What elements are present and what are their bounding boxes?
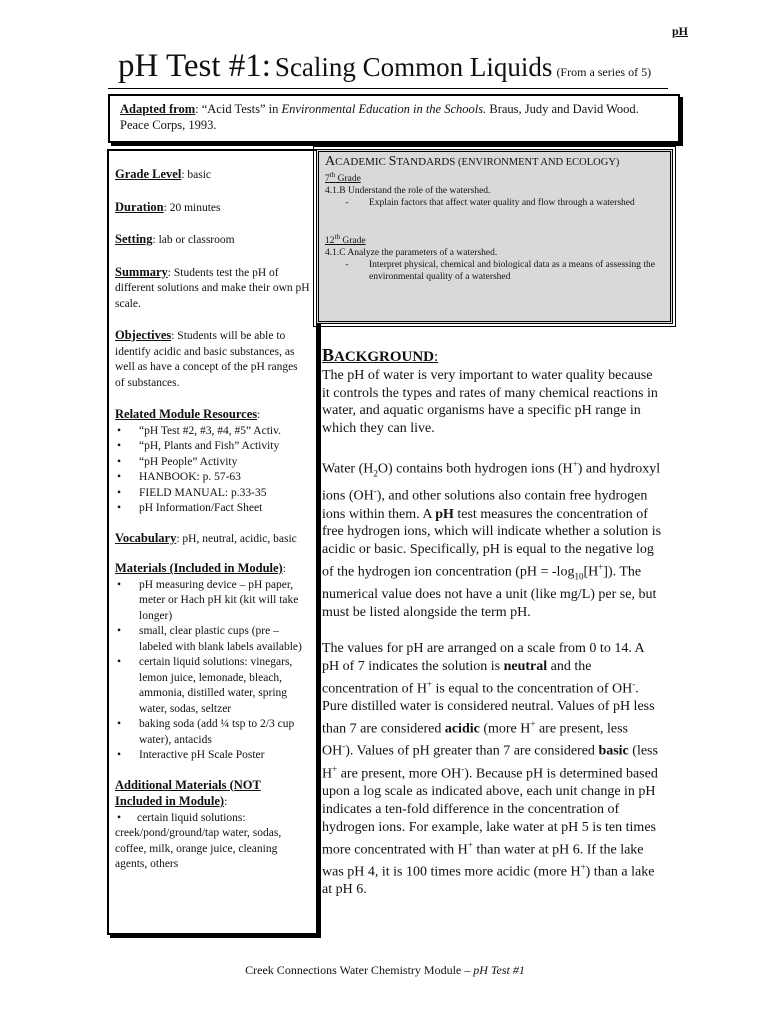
objectives-label: Objectives bbox=[115, 328, 172, 342]
materials-label: Materials (Included in Module) bbox=[115, 561, 283, 575]
background-paragraph-3: The values for pH are arranged on a scale from 0 to 14. A pH of 7 indicates the solution is neutral and the concentration of H+ is equal to the concentration of OH-. Pure distilled water is considered neutral. Values of pH less than 7 are considered acidic (more H+ are present, less OH-). Values of pH greater than 7 are considered basic (less H+ are present, more OH-). Because pH is determined based upon a log scale as indicated above, each unit change in pH indicates a ten-fold difference in the concentration of hydrogen ions. For example, lake water at pH 5 is ten times more concentrated with H+ than water at pH 6. If the lake was pH 4, it is 100 times more acidic (more H+) than a lake at pH 6. bbox=[322, 640, 658, 898]
title-series-note: (From a series of 5) bbox=[556, 65, 652, 79]
adapted-source-title: Environmental Education in the Schools. bbox=[281, 102, 487, 116]
page-footer: Creek Connections Water Chemistry Module – pH Test #1 bbox=[245, 963, 525, 977]
setting-label: Setting bbox=[115, 232, 153, 246]
standards-title: ACADEMIC STANDARDS (ENVIRONMENT AND ECOLOGY) bbox=[325, 154, 620, 169]
grade-level-value: : basic bbox=[181, 169, 212, 181]
adapted-source-authors: Braus, Judy and David Wood. Peace Corps, 1993. bbox=[120, 102, 639, 132]
standard-4-1-c: 4.1.C Analyze the parameters of a watershed. bbox=[325, 248, 498, 259]
title-rule bbox=[108, 88, 668, 89]
setting-value: : lab or classroom bbox=[152, 234, 235, 246]
list-item: • pH measuring device – pH paper, meter or Hach pH kit (kit will take longer) bbox=[115, 578, 310, 625]
resources-list bbox=[115, 424, 310, 517]
lesson-info-sidebar: Grade Level: basic Duration: 20 minutes Setting: lab or classroom Summary: Students test the pH of different solutions and make their own pH scale. Objectives: Students will be able to identify acidic and basic substances, as well as have a concept of the pH ranges of substances. Related Module Resources: • “pH Test #2, #3, #4, #5” Activ. • “pH, Plants and Fish” Activity • “pH People” Activity • HANBOOK: p. 57-63 • FIELD MANUAL: p.33-35 • pH Information/Fact Sheet Vocabulary: pH, neutral, acidic, basic Materials (Included in Module): • pH measuring device – pH paper, meter or Hach pH kit (kit will take longer) • small, clear plastic cups (pre – labeled with blank labels available) • certain liquid solutions: vinegars, lemon juice, lemonade, bleach, ammonia, distilled water, spring water, sodas, seltzer • baking soda (add ¼ tsp to 2/3 cup water), antacids • Interactive pH Scale Poster Additional Materials (NOT Included in Module): • certain liquid solutions: creek/pond/ground/tap water, sodas, coffee, milk, orange juice, cleaning agents, others bbox=[107, 149, 318, 935]
page-corner-label: pH bbox=[671, 24, 688, 38]
background-paragraph-2: Water $(H_2O)$ contains both hydrogen ions (H+) and hydroxyl ions (OH-), and other solutions also contain free hydrogen ions within them. A pH test measures the concentration of free hydrogen ions, which will indicate whether a solution is acidic or basic. Specifically, pH is equal to the negative log of the hydrogen ion concentration $(pH = -\log_{10}[H^+])$. The numerical value does not have a unit (like mg/L) per se, but must be listed alongside the term pH. bbox=[322, 458, 662, 621]
background-heading: BACKGROUND: bbox=[322, 345, 439, 365]
list-item: • small, clear plastic cups (pre – labeled with blank labels available) bbox=[115, 624, 310, 655]
duration-label: Duration bbox=[115, 199, 164, 214]
list-item: • “pH, Plants and Fish” Activity bbox=[115, 439, 310, 455]
list-item: • certain liquid solutions: vinegars, lemon juice, lemonade, bleach, ammonia, distilled water, spring water, sodas, seltzer bbox=[115, 655, 310, 717]
background-section bbox=[322, 347, 662, 899]
vocabulary-label: Vocabulary bbox=[115, 530, 177, 545]
additional-materials-text: • certain liquid solutions: creek/pond/ground/tap water, sodas, coffee, milk, orange juice, cleaning agents, others bbox=[115, 811, 282, 870]
list-item: • Interactive pH Scale Poster bbox=[115, 748, 310, 764]
page-title bbox=[118, 48, 651, 85]
resources-label: Related Module Resources bbox=[115, 407, 258, 421]
list-item: • “pH Test #2, #3, #4, #5” Activ. bbox=[115, 424, 310, 440]
academic-standards-box bbox=[316, 149, 673, 324]
grade-12-heading: 12th Grade bbox=[325, 233, 366, 247]
standard-4-1-c-detail: - Interpret physical, chemical and biological data as a means of assessing the environmental quality of a watershed bbox=[345, 260, 655, 283]
title-main: pH Test #1: bbox=[118, 48, 271, 84]
adapted-source-pre: “Acid Tests” in bbox=[201, 102, 282, 116]
summary-value: : Students test the pH of different solutions and make their own pH scale. bbox=[115, 266, 310, 310]
additional-materials-label: Additional Materials (NOT Included in Module) bbox=[115, 777, 261, 808]
vocabulary-value: : pH, neutral, acidic, basic bbox=[176, 532, 297, 545]
standard-4-1-b: 4.1.B Understand the role of the watershed. bbox=[325, 186, 491, 197]
adapted-label: Adapted from bbox=[120, 102, 196, 116]
standard-4-1-b-detail: - Explain factors that affect water quality and flow through a watershed bbox=[345, 198, 635, 209]
summary-label: Summary bbox=[115, 264, 168, 279]
title-sub: Scaling Common Liquids bbox=[274, 52, 553, 82]
duration-value: : 20 minutes bbox=[163, 201, 221, 214]
adapted-from-box: Adapted from: “Acid Tests” in Environmental Education in the Schools. Braus, Judy and David Wood. Peace Corps, 1993. bbox=[108, 94, 680, 143]
list-item: • “pH People” Activity bbox=[115, 455, 310, 471]
objectives-value: : Students will be able to identify acidic and basic substances, as well as have a concept of the pH ranges of substances. bbox=[115, 330, 298, 389]
list-item: • HANBOOK: p. 57-63 bbox=[115, 470, 310, 486]
list-item: • FIELD MANUAL: p.33-35 bbox=[115, 486, 310, 502]
list-item: • pH Information/Fact Sheet bbox=[115, 501, 310, 517]
list-item: • baking soda (add ¼ tsp to 2/3 cup water), antacids bbox=[115, 717, 310, 748]
grade-7-heading: 7th Grade bbox=[325, 171, 361, 185]
materials-list bbox=[115, 578, 310, 764]
background-paragraph-1: The pH of water is very important to water quality because it controls the types and rates of many chemical reactions in water, and aquatic organisms have a specific pH range in which they can live. bbox=[322, 367, 658, 437]
grade-level-label: Grade Level bbox=[115, 167, 182, 181]
